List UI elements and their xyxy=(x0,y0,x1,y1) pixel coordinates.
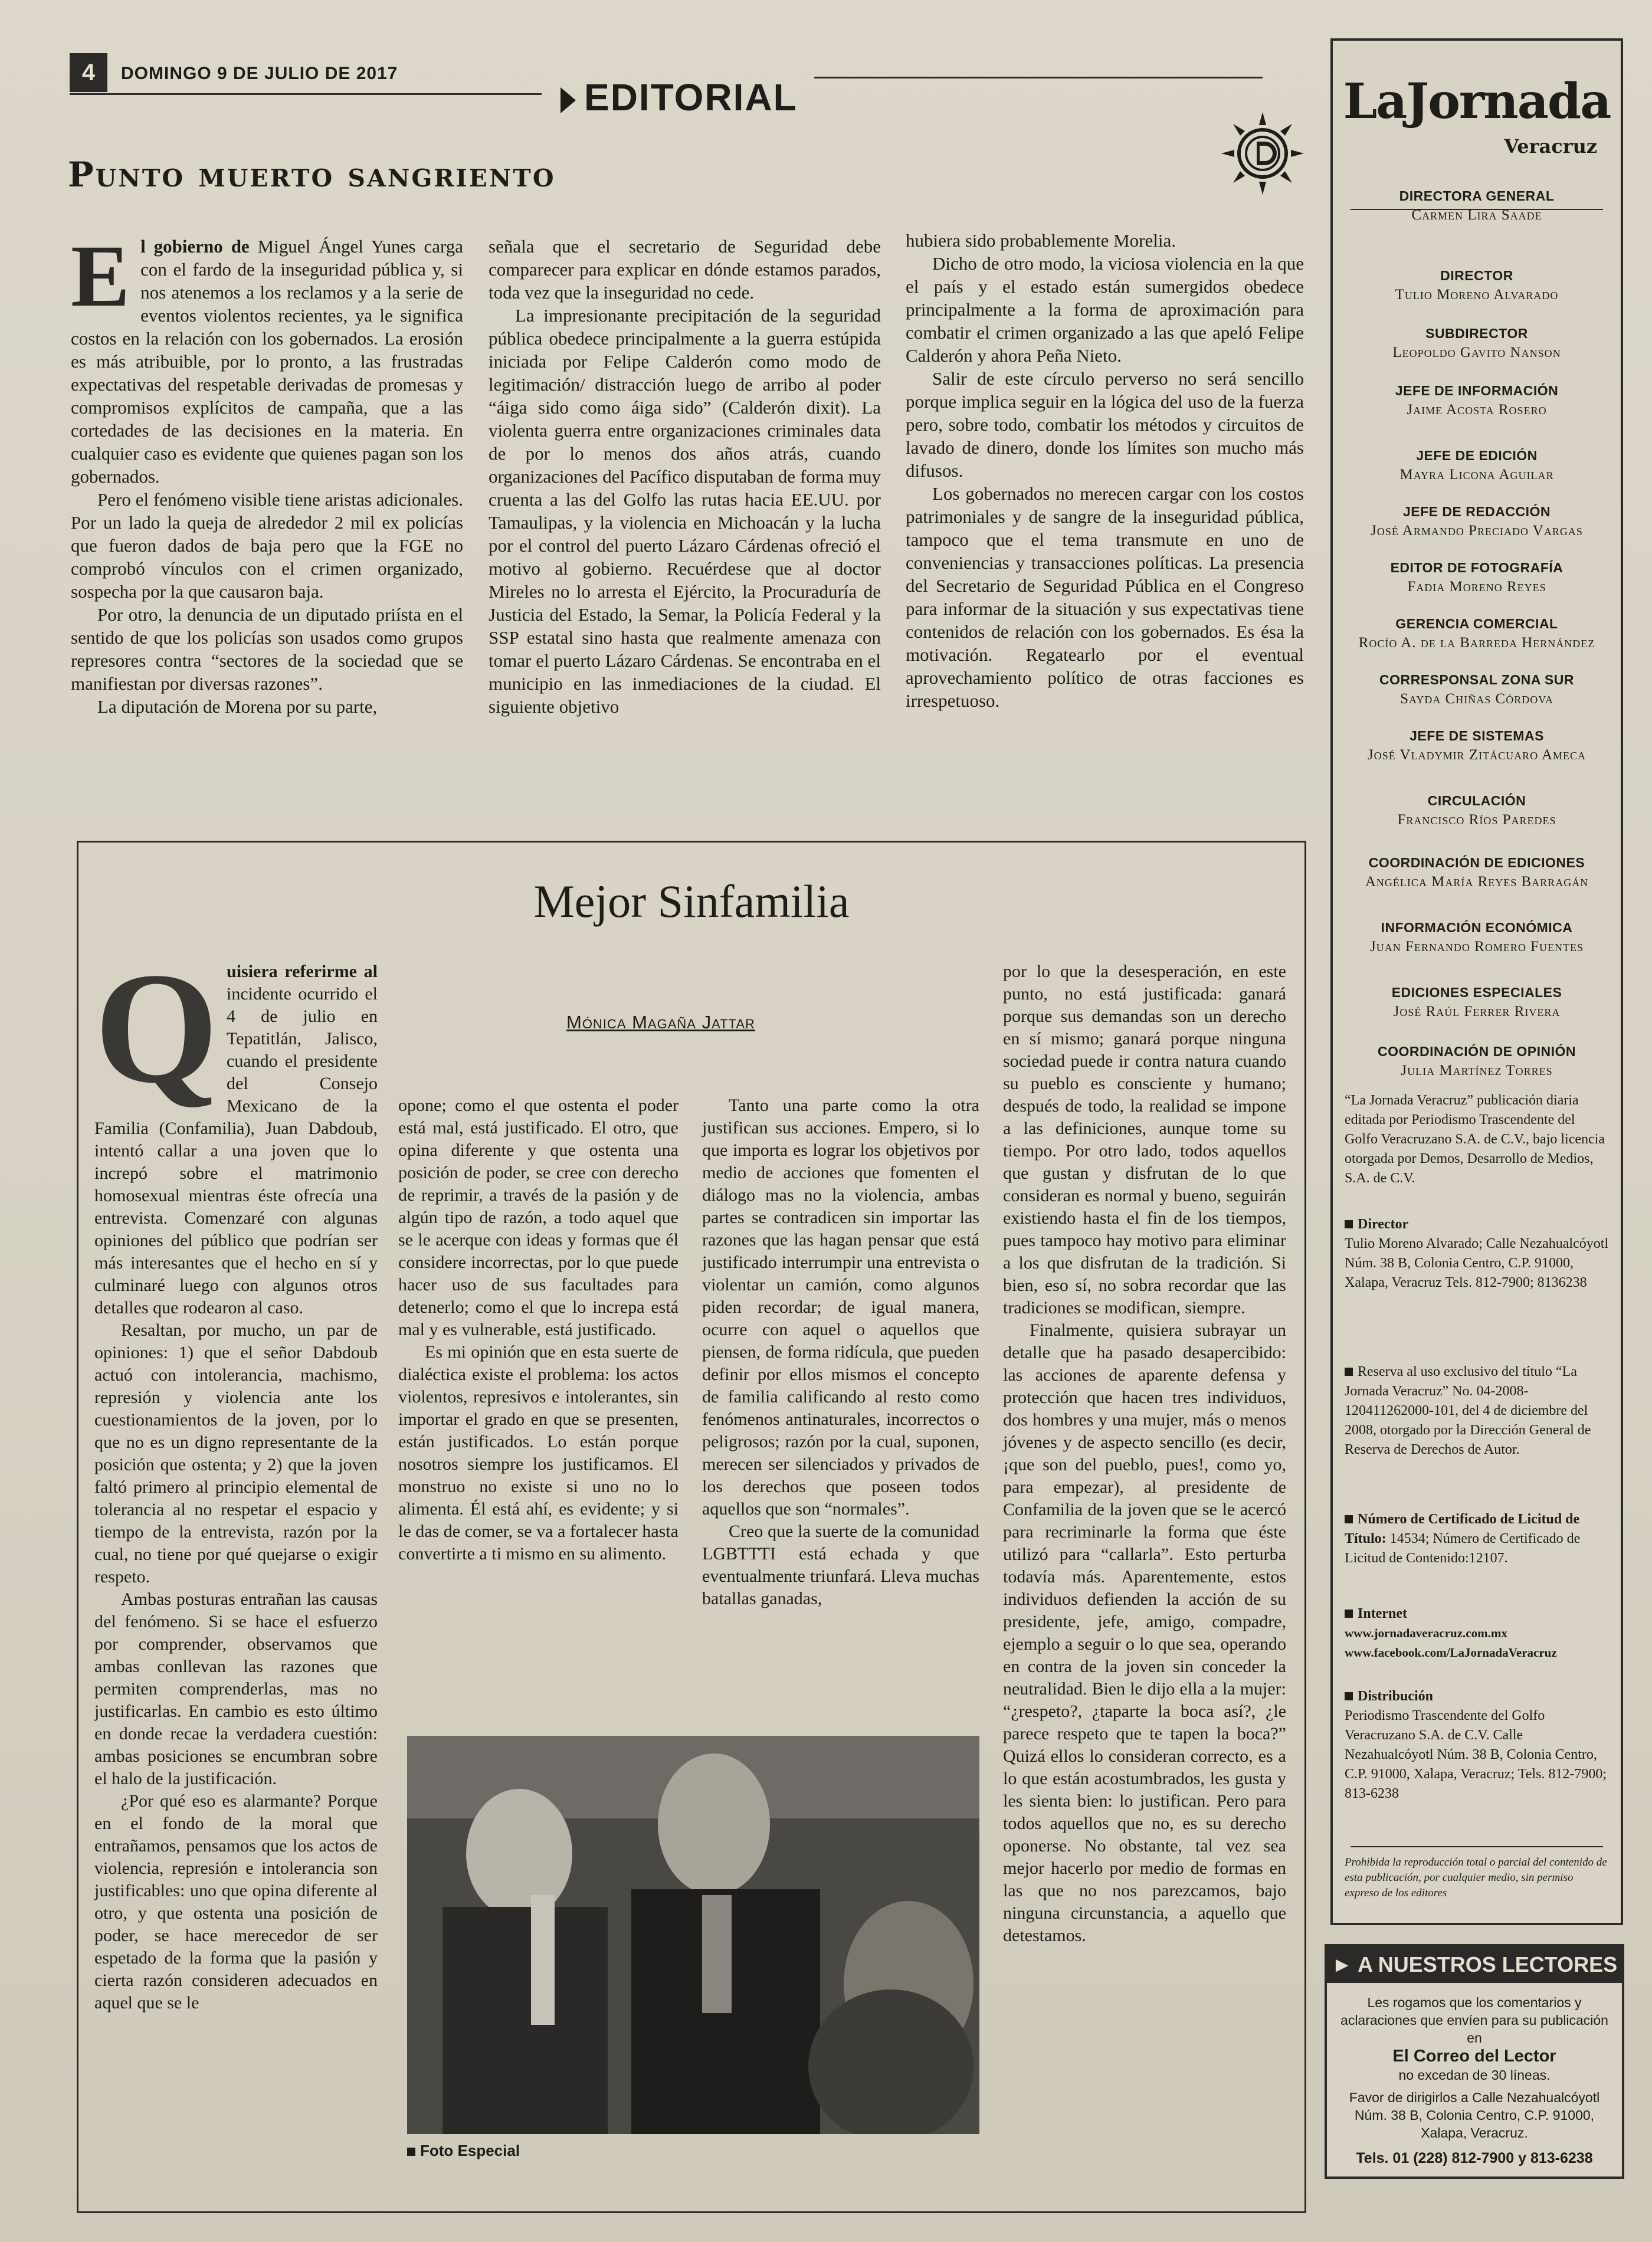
info-label: Internet xyxy=(1358,1606,1407,1621)
correo-del-lector: El Correo del Lector xyxy=(1392,2047,1556,2066)
staff-role: CIRCULACIÓN xyxy=(1427,793,1526,808)
info-text: 14534; Número de Certificado de Licitud de Contenido:12107. xyxy=(1345,1531,1581,1566)
director-info xyxy=(1345,1215,1610,1293)
info-label: Distribución xyxy=(1358,1689,1434,1704)
section-arrow-icon xyxy=(560,87,576,113)
editorial-paragraph: Los gobernados no merecen cargar con los costos patrimoniales y de sangre de la inseguridad pública, tampoco que el tema transmute en uno de conveniencias y transacciones políticas. La presencia del Secretario de Seguridad Pública en el Congreso para informar de la situación y sus expectativas tiene contenidos de relación con los gobernados. Es ésa la motivación. Regatearlo por el eventual aprovechamiento político de otras facciones es irrespetuoso. xyxy=(906,483,1304,711)
column-paragraph: Ambas posturas entrañan las causas del fenómeno. Si se hace el esfuerzo por comprender, observamos que ambas conllevan las razones que permiten comprenderlas, mas no justificarlas. En cambio es esto último en donde recae la verdadera cuestión: ambas posiciones se encumbran sobre el halo de la justificación. xyxy=(94,1589,378,1788)
bullet-square-icon xyxy=(1345,1692,1353,1700)
bullet-square-icon xyxy=(407,2148,415,2156)
photo-caption xyxy=(407,2142,520,2160)
info-label: Director xyxy=(1358,1217,1409,1232)
readers-header-text: A NUESTROS LECTORES xyxy=(1358,1952,1618,1976)
staff-name: Fadia Moreno Reyes xyxy=(1407,579,1546,595)
column-text-4 xyxy=(1003,961,1286,1947)
staff-role: JEFE DE EDICIÓN xyxy=(1416,448,1538,463)
author-byline: Mónica Magaña Jattar xyxy=(566,1012,755,1032)
column-paragraph: Finalmente, quisiera subrayar un detalle que ha pasado desapercibido: las acciones de aparente defensa y protección que hacen tres individuos, dos hombres y una mujer, más o menos jóvenes y de aspecto sencillo (es decir, ¡que son del pueblo, pues!, como yo, para empezar), al presidente de Confamilia de la joven que se le acercó para recriminarle la forma que éste utilizó para “callarla”. Esto perturba todavía más. Aparentemente, estos individuos defienden la acción de su presidente, jefe, amigo, compadre, ejemplo a seguir o lo que sea, operando en contra de la joven sin conceder la neutralidad. Bien le dijo ella a la mujer: “¿respeto?, ¿taparte la boca así?, ¿le parece respeto que te tapen la boca?” Quizá ellos lo consideran correcto, es a lo que están acostumbrados, les gusta y les sienta bien: lo justifican. Pero para todos aquellos que no, es su derecho oponerse. No obstante, tal vez sea mejor hacerlo por medio de formas en las que no nos parezcamos, bajo ninguna circunstancia, a aquello que detestamos. xyxy=(1003,1320,1286,1945)
brand-logo: LaJornada xyxy=(1343,73,1611,130)
bullet-square-icon xyxy=(1345,1368,1353,1376)
date-line: DOMINGO 9 DE JULIO DE 2017 xyxy=(121,64,398,83)
editorial-paragraph xyxy=(71,227,463,488)
info-text: Reserva al uso exclusivo del título “La Jornada Veracruz” No. 04-2008-120411262000-101, del 4 de diciembre del 2008, otorgado por la Dirección General de Reserva de Derechos de Autor. xyxy=(1345,1364,1591,1457)
dropcap: E xyxy=(71,227,130,325)
editorial-paragraph: señala que el secretario de Seguridad debe comparecer para explicar en dónde estamos parados, toda vez que la inseguridad no cede. xyxy=(489,236,881,303)
editorial-paragraph: Salir de este círculo perverso no será sencillo porque implica seguir en la lógica del uso de la fuerza pero, sobre todo, combatir los métodos y circuitos de lavado de dinero, donde los límites son mucho más difusos. xyxy=(906,368,1304,481)
divider xyxy=(1351,1846,1603,1847)
editorial-paragraph: Dicho de otro modo, la viciosa violencia en la que el país y el estado están sumergidos obedece principalmente a la forma de aproximación para combatir el crimen organizado a las que apeló Felipe Calderón y ahora Peña Nieto. xyxy=(906,253,1304,366)
masthead-box xyxy=(1330,38,1623,1925)
staff-name: Angélica María Reyes Barragán xyxy=(1365,874,1589,890)
page-number: 4 xyxy=(70,53,107,92)
staff-role: GERENCIA COMERCIAL xyxy=(1395,616,1558,631)
column-text-2 xyxy=(398,1094,678,1565)
column-paragraph: Tanto una parte como la otra justifican sus acciones. Empero, si lo que importa es lograr los objetivos por medio de acciones que fomenten el diálogo mas no la violencia, ambas partes se contradicen sin importar las razones que las hagan pensar que está justificado interrumpir una entrevista o violentar un camión, como algunos piden recordar; de igual manera, ocurre con aquel o aquellos que piensen, de forma ridícula, que pueden definir por ellos mismos el concepto de familia calificando al resto como fenómenos antinaturales, incorrectos o peligrosos; razón por la cual, suponen, merecen ser silenciados y privados de los derechos que poseen todos aquellos que son “normales”. xyxy=(702,1096,979,1519)
staff-role: JEFE DE INFORMACIÓN xyxy=(1395,383,1559,398)
staff-name: Jaime Acosta Rosero xyxy=(1407,402,1547,418)
column-paragraph: Creo que la suerte de la comunidad LGBTTTI está echada y que eventualmente triunfará. Lleva muchas batallas ganadas, xyxy=(702,1522,979,1608)
staff-role: INFORMACIÓN ECONÓMICA xyxy=(1381,920,1573,935)
editorial-paragraph: Por otro, la denuncia de un diputado priísta en el sentido de que los policías son usados como grupos represores contra “sectores de la sociedad que se manifiestan por diversas razones”. xyxy=(71,604,463,694)
info-text: Periodismo Trascendente del Golfo Veracruzano S.A. de C.V. Calle Nezahualcóyotl Núm. 38 B, Colonia Centro, C.P. 91000, Xalapa, Veracruz; Tels. 812-7900; 813-6238 xyxy=(1345,1708,1607,1801)
readers-text: Les rogamos que los comentarios y aclaraciones que envíen para su publicación en xyxy=(1340,1995,1608,2046)
staff-role: DIRECTOR xyxy=(1440,268,1513,283)
column-title: Mejor Sinfamilia xyxy=(533,876,850,927)
column-paragraph: Resaltan, por mucho, un par de opiniones: 1) que el señor Dabdoub actuó con intolerancia, machismo, represión y violencia ante los cuestionamientos de la joven, por lo que no es un digno representante de la posición que ostenta; y 2) que la joven faltó primero al principio elemental de tolerancia al no respetar el espacio y tiempo de la entrevista, razón por la cual, no tiene por qué quejarse o exigir respeto. xyxy=(94,1320,378,1587)
staff-role: JEFE DE SISTEMAS xyxy=(1410,728,1544,743)
publication-info: “La Jornada Veracruz” publicación diaria editada por Periodismo Trascendente del Golfo Veracruzano S.A. de C.V., bajo licencia otorgada por Demos, Desarrollo de Medios, S.A. de C.V. xyxy=(1345,1093,1605,1186)
facebook-link[interactable]: www.facebook.com/LaJornadaVeracruz xyxy=(1345,1646,1557,1660)
staff-name: Rocío A. de la Barreda Hernández xyxy=(1358,635,1595,651)
editorial-column-1 xyxy=(71,227,463,718)
editorial-paragraph: hubiera sido probablemente Morelia. xyxy=(906,230,1176,251)
news-photo xyxy=(407,1736,979,2134)
column-text-3 xyxy=(702,1094,979,1610)
info-text: Tulio Moreno Alvarado; Calle Nezahualcóyotl Núm. 38 B, Colonia Centro, C.P. 91000, Xalapa, Veracruz Tels. 812-7900; 8136238 xyxy=(1345,1236,1609,1290)
editorial-paragraph: Pero el fenómeno visible tiene aristas adicionales. Por un lado la queja de alrededor 2 mil ex policías que fueron dados de baja pero que la FGE no comprobó vínculos con el crimen organizado, sospecha por la que causaron baja. xyxy=(71,489,463,602)
dropcap: Q xyxy=(94,940,219,1116)
lead-text: uisiera referirme al xyxy=(227,962,378,981)
editorial-paragraph: La diputación de Morena por su parte, xyxy=(97,696,378,717)
header-rule-right xyxy=(814,77,1263,78)
bullet-square-icon xyxy=(1345,1610,1353,1618)
sun-logo-icon xyxy=(1218,109,1307,198)
readers-phones: Tels. 01 (228) 812-7900 y 813-6238 xyxy=(1356,2150,1593,2166)
lead-text: l gobierno de xyxy=(140,236,250,257)
readers-text: no excedan de 30 líneas. xyxy=(1398,2067,1551,2083)
readers-text: Favor de dirigirlos a Calle Nezahualcóyotl Núm. 38 B, Colonia Centro, C.P. 91000, Xalapa, Veracruz. xyxy=(1349,2090,1600,2141)
copyright-notice: Prohibida la reproducción total o parcial del contenido de esta publicación, por cualquier medio, sin permiso expreso de los editores xyxy=(1345,1856,1607,1899)
column-paragraph: ¿Por qué eso es alarmante? Porque en el fondo de la moral que entrañamos, pensamos que los actos de violencia, represión e intolerancia son justificables: uno que opina diferente al otro, y que ostenta una posición de poder, se hace merecedor de ser espetado de la forma que la pasión y cierta razón consideren adecuados en aquel que se le xyxy=(94,1791,378,2012)
editorial-column-2 xyxy=(489,235,881,718)
certificado-info xyxy=(1345,1510,1610,1568)
staff-role: JEFE DE REDACCIÓN xyxy=(1402,504,1551,519)
distribucion-info xyxy=(1345,1687,1610,1804)
section-label: EDITORIAL xyxy=(584,76,798,119)
staff-role: COORDINACIÓN DE EDICIONES xyxy=(1368,855,1585,870)
staff-name: Francisco Ríos Paredes xyxy=(1397,812,1556,828)
column-paragraph xyxy=(94,940,378,1319)
staff-role: CORRESPONSAL ZONA SUR xyxy=(1379,672,1574,687)
internet-info xyxy=(1345,1604,1610,1663)
brand-subtitle: Veracruz xyxy=(1504,135,1597,158)
staff-name: Sayda Chiñas Córdova xyxy=(1400,691,1553,707)
staff-role: EDITOR DE FOTOGRAFÍA xyxy=(1390,560,1564,575)
staff-name: Juan Fernando Romero Fuentes xyxy=(1370,939,1584,955)
column-paragraph: Es mi opinión que en esta suerte de dialéctica existe el problema: los actos violentos, represivos e intolerantes, sin importar el grado en que se presenten, están justificados. Lo están porque nosotros siempre los justificamos. El monstruo no existe si uno no lo alimenta. Él está ahí, es evidente; y si le das de comer, se va a fortalecer hasta convertirte a ti mismo en su alimento. xyxy=(398,1342,678,1564)
column-text-1 xyxy=(94,940,378,2014)
staff-role: EDICIONES ESPECIALES xyxy=(1391,985,1562,1000)
info-label: Número de Certificado de Licitud de Título: xyxy=(1345,1512,1580,1546)
website-link[interactable]: www.jornadaveracruz.com.mx xyxy=(1345,1626,1507,1640)
editorial-title: Punto muerto sangriento xyxy=(68,155,556,195)
section-title xyxy=(560,76,798,119)
text-run: incidente ocurrido el 4 de julio en Tepatitlán, Jalisco, cuando el presidente del Consejo Mexicano de la Familia (Confamilia), Juan Dabdoub, intentó callar a una joven que lo increpó sobre el matrimonio homosexual mientras éste ofrecía una entrevista. Comenzaré con algunas opiniones del público que podrían ser más interesantes que el hecho en sí y culminaré luego con algunos otros detalles que rodearon al caso. xyxy=(94,984,378,1317)
staff-role: SUBDIRECTOR xyxy=(1425,326,1528,341)
staff-name: Leopoldo Gavito Nanson xyxy=(1392,345,1561,360)
header-rule-left xyxy=(70,93,542,95)
bullet-square-icon xyxy=(1345,1220,1353,1228)
caption-text: Foto Especial xyxy=(420,2142,520,2159)
editorial-paragraph: La impresionante precipitación de la seguridad pública obedece principalmente a la guerra estúpida iniciada por Felipe Calderón como modo de legitimación/ distracción luego de arribo al poder “áiga sido como áiga sido” (Calderón dixit). La violenta guerra entre organizaciones criminales data de por lo menos dos años atrás, cuando organizaciones del Pacífico disputaban de forma muy cruenta a las del Golfo las rutas hacia EE.UU. por Tamaulipas, y la violencia en Michoacán y la lucha por el control del puerto Lázaro Cárdenas ofreció el motivo al gobierno. Recuérdese que al doctor Mireles no lo arresta el Ejército, la Procuraduría de Justicia del Estado, la Semar, la Policía Federal y la SSP estatal sino hasta que realmente amenaza con tomar el puerto Lázaro Cárdenas. Se encontraba en el municipio en las inmediaciones de la ciudad. El siguiente objetivo xyxy=(489,305,881,717)
readers-notice-body xyxy=(1336,1994,1613,2142)
column-paragraph: opone; como el que ostenta el poder está mal, está justificado. El otro, que opina diferente y que ostenta una posición de poder, se cree con derecho de reprimir, a través de la pasión y de algún tipo de razón, a todo aquel que se le acerque con ideas y formas que él considere incorrectas, por lo que puede hacer uso de sus facultades para detenerlo; como el que lo increpa está mal y es vulnerable, está justificado. xyxy=(398,1096,678,1339)
staff-name: Mayra Licona Aguilar xyxy=(1399,467,1554,483)
staff-name: Julia Martínez Torres xyxy=(1401,1063,1553,1079)
readers-notice-box xyxy=(1325,1944,1624,2179)
staff-name: Carmen Lira Saade xyxy=(1411,207,1542,223)
reserva-info xyxy=(1345,1362,1610,1460)
staff-name: Tulio Moreno Alvarado xyxy=(1395,287,1559,303)
staff-role: COORDINACIÓN DE OPINIÓN xyxy=(1377,1044,1576,1059)
bullet-square-icon xyxy=(1345,1515,1353,1523)
readers-notice-header: ► A NUESTROS LECTORES xyxy=(1327,1946,1622,1983)
editorial-column-3 xyxy=(906,229,1304,712)
column-paragraph: por lo que la desesperación, en este punto, no está justificada: ganará porque sus demandas son un derecho en sí mismo; ganará porque ninguna sociedad puede ir contra natura cuando su pueblo es consciente y humano; después de todo, la realidad se impone a las definiciones, aunque tome su tiempo. Por otro lado, todos aquellos que gustan y disfrutan de lo que consideran es normal y bueno, seguirán existiendo hasta el fin de los tiempos, pues tampoco hay motivo para eliminar a los que disfrutan de la tradición. Si bien, eso sí, no sobra recordar que las tradiciones se modifican, siempre. xyxy=(1003,962,1286,1317)
staff-name: José Armando Preciado Vargas xyxy=(1371,523,1583,539)
staff-role: DIRECTORA GENERAL xyxy=(1399,188,1555,204)
staff-name: José Raúl Ferrer Rivera xyxy=(1393,1004,1561,1020)
text-run: Miguel Ángel Yunes carga con el fardo de la inseguridad pública y, si nos atenemos a los reclamos y a la serie de eventos violentos recientes, ya le significa costos en la relación con los gobernados. La erosión es más atribuible, por lo pronto, a las frustradas expectativas del respetable derivadas de promesas y compromisos explícitos de campaña, que a las cortedades de las decisiones en la materia. En cualquier caso es evidente que quienes pagan son los gobernados. xyxy=(71,236,463,487)
staff-name: José Vladymir Zitácuaro Ameca xyxy=(1367,747,1587,763)
